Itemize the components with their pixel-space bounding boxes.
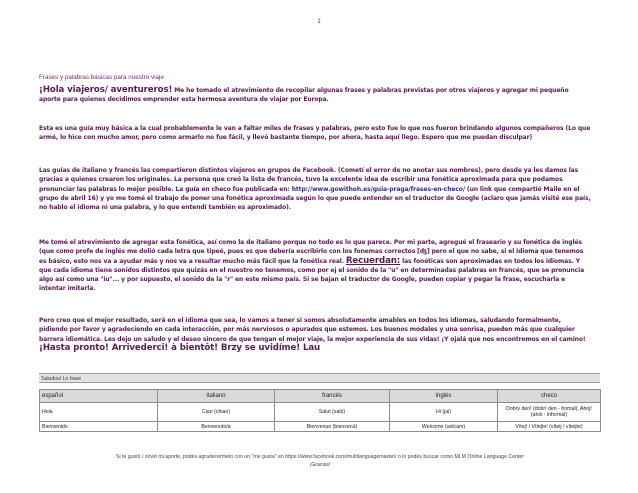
column-header-spanish: español <box>40 390 158 403</box>
page-footer <box>80 453 560 469</box>
document-title: Frases y palabras básicas para nuestro viaje <box>39 74 164 81</box>
page-number: 1 <box>317 19 321 25</box>
table-cell: Bienvenido <box>40 422 158 432</box>
paragraph-guide-sources <box>39 166 591 212</box>
column-header-italian: italiano <box>158 390 275 403</box>
table-cell: Ciao (chiao) <box>158 403 275 422</box>
table-cell: Welcome (uelcam) <box>390 422 498 432</box>
intro-text: Me he tomado el atrevimiento de recopilar algunas frases y palabras previstas por otros viajeros y agregar mi pequeño aporte para quienes decidimos emprender esta hermosa aventura de viajar por Europa. <box>39 87 569 104</box>
paragraph-guide-basic: Esta es una guía muy básica a la cual probablemente le van a faltar miles de frases y palabras, pero esto fue lo que nos fueron brindando algunos compañeros (Lo que armé, lo hice con mucho amor, pero como armarlo no fue fácil, y llevó bastante tiempo, por ahora, hasta aquí llego. Espero que me puedan disculpar) <box>39 125 591 142</box>
footer-thanks: ¡Gracias! <box>309 462 331 468</box>
column-header-czech: checo <box>498 390 601 403</box>
sources-text-a: Las guías de italiano y francés las compartieron distintos viajeros en grupos de Facebook. (Cometí el error de no anotar sus nombres), pero desde ya les damos las gracias a quienes crearon los originales. La persona que creó la lista de francés, tuvo la excelente idea de escribir una fonética aproximada para que podamos pronunciar las palabras lo mejor posible. La guía en checo fue publicada en: <box>39 167 579 193</box>
footer-credit: Si te gustó / sirvió mi aporte, podés agradecérmelo con un "me gusta" en https://www.facebook.com/multilanguagemaster/ o lo podés buscar como MLM Online Language Center <box>116 454 524 460</box>
column-header-french: francés <box>275 390 390 403</box>
table-cell: Hola <box>40 403 158 422</box>
table-cell: Bienvenue (bienvenú) <box>275 422 390 432</box>
table-cell: Dobrý den! (dobrí den - formal), Ahoj! (ahói - informal) <box>498 403 601 422</box>
table-cell: Benvenuto/a <box>158 422 275 432</box>
remember-label: Recuerdan: <box>345 255 401 266</box>
intro-paragraph <box>39 86 591 105</box>
paragraph-closing <box>39 316 591 353</box>
phonetics-text-b: las fonéticas son aproximadas en todos los idiomas. Y que cada idioma tiene sonidos distintos que quizás en el nuestro no tenemos, como por ej el sonido de la "u" en determinadas palabras en francés, que se pronuncia algo así como una "iu"... y por supuesto, el sonido de la "r" en este mismo país. Si se bajan el traductor de Google, pueden copiar y pegar la frase, escucharla e intentar imitarla. <box>39 257 585 293</box>
table-cell: Vítej! / Vítejte! (víteij / víteijte) <box>498 422 601 432</box>
table-section-label: Saludos/ Lo base <box>39 373 600 383</box>
greeting-heading: ¡Hola viajeros/ aventureros! <box>39 85 173 95</box>
column-header-english: inglés <box>390 390 498 403</box>
table-cell: Salut (salú) <box>275 403 390 422</box>
vocabulary-table <box>39 389 601 432</box>
paragraph-phonetics <box>39 238 591 294</box>
table-cell: Hi (jai) <box>390 403 498 422</box>
table-header-row <box>40 390 601 403</box>
czech-guide-link[interactable]: http://www.gowithoh.es/guia-praga/frases-en-checo/ <box>291 185 465 193</box>
phonetics-text-a: Me tomé el atrevimiento de agregar esta fonética, así como la de italiano porque no todo es lo que parece. Por mi parte, agregué el fraseario y su fonética de inglés (que como profe de inglés me dolió cada letra que tipeé, pues es que debería escribirlo con los fonemas correctos [ʤ] pero el que no sabe, si el idioma que tenemos es básico, esto nos va a ayudar más y nos va a resultar mucho más fácil que la fonética real. <box>39 239 584 265</box>
farewell-text: ¡Hasta pronto! Arrivederci! à bientôt! Brzy se uvidíme! Lau <box>39 342 321 353</box>
table-row <box>40 403 601 422</box>
closing-text: Pero creo que el mejor resultado, será en el idioma que sea, lo vamos a tener si somos absolutamente amables en todos los idiomas, saludando formalmente, pidiendo por favor y agradeciendo en cada interacción, por más nerviosos o apurados que estemos. Los buenos modales y una sonrisa, pueden más que cualquier barrera idiomática. Les dejo un saludo y el deseo sincero de que tengan el mejor viaje, la mejor experiencia de sus vidas! ¡Y ojalá que nos encontremos en el camino! <box>39 317 586 343</box>
table-row <box>40 422 601 432</box>
sources-text-b: (un link que compartió Maile en el grupo de abril 16) y yo me tomé el trabajo de poner una fonética aproximada según lo que puede entender en el traductor de Google (aclaro que jamás visité ese país, no hablo el idioma ni una palabra, y lo que entendí también es aproximado). <box>39 185 591 212</box>
